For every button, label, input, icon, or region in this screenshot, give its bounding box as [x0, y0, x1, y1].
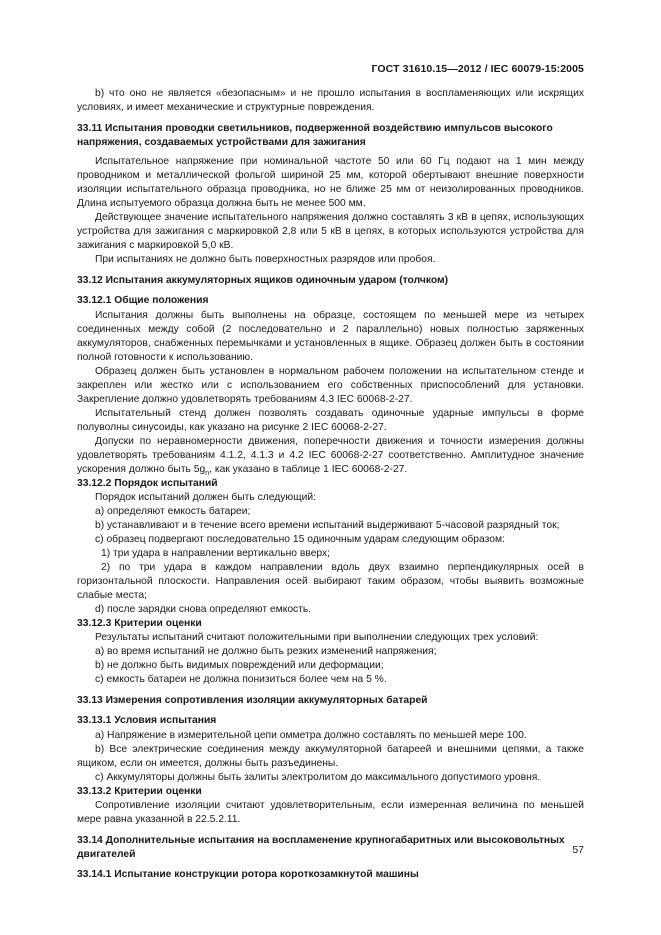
paragraph: Порядок испытаний должен быть следующий:: [95, 492, 316, 503]
paragraph: 2) по три удара в каждом направлении вдоль двух взаимно перпендикулярных осей в горизонтальной плоскости. Направления осей выбирают таким образом, чтобы выявить возможные слабые места;: [77, 562, 584, 601]
list-item: c) образец подвергают последовательно 15 одиночным ударам следующим образом:: [95, 534, 505, 545]
list-item: c) Аккумуляторы должны быть залиты электролитом до максимального допустимого уровня.: [95, 772, 541, 783]
paragraph: Испытательное напряжение при номинальной частоте 50 или 60 Гц подают на 1 мин между проводником и металлической фольгой шириной 25 мм, которой обертывают внешние поверхности изоляции испытательного образца проводника, но не ближе 25 мм от неизолированных проводников. Длина испытуемого образца должна быть не менее 500 мм.: [77, 156, 584, 209]
sub-list-item: 1) три удара в направлении вертикально вверх;: [101, 548, 331, 559]
paragraph: Сопротивление изоляции считают удовлетворительным, если измеренная величина по меньшей мере равна указанной в 22.5.2.11.: [77, 800, 584, 825]
document-header: ГОСТ 31610.15—2012 / IEC 60079-15:2005: [371, 63, 584, 75]
paragraph: [77, 435, 584, 477]
subsection-heading: 33.12.3 Критерии оценки: [77, 618, 202, 629]
subsection-heading: 33.13.1 Условия испытания: [77, 715, 217, 726]
subsection-heading: 33.12.1 Общие положения: [77, 295, 209, 306]
subscript: n: [205, 470, 210, 478]
section-heading: 33.11 Испытания проводки светильников, подверженной воздействию импульсов высокого напряжения, создаваемых устройствами для зажигания: [77, 123, 553, 148]
list-item: b) устанавливают и в течение всего времени испытаний выдерживают 5-часовой разрядный ток;: [95, 520, 560, 531]
list-item: b) не должно быть видимых повреждений или деформации;: [95, 660, 384, 671]
paragraph: Результаты испытаний считают положительными при выполнении следующих трех условий:: [95, 632, 539, 643]
paragraph: Действующее значение испытательного напряжения должно составлять 3 кВ в цепях, использующих устройства для зажигания с маркировкой 2,8 или 5 кВ в цепях, в которых используются устройства для зажигания с маркировкой 5,0 кВ.: [77, 212, 584, 251]
paragraph-tail: , как указано в таблице 1 IEC 60068-2-27.: [209, 464, 408, 475]
list-item: c) емкость батареи не должна понизиться более чем на 5 %.: [95, 674, 387, 685]
page-number: 57: [572, 844, 584, 856]
paragraph-lead: Допуски по неравномерности движения, поперечности движения и точности измерения должны удовлетворять требованиям 4.1.2, 4.1.3 и 4.2 IEC 60068-2-27 соответственно. Амплитудное значение ускорения должно быть 5g: [77, 436, 584, 475]
paragraph: b) Все электрические соединения между аккумуляторной батареей и внешними цепями, а также ящиком, если он имеется, должны быть разъединены.: [77, 744, 584, 769]
list-item: a) во время испытаний не должно быть резких изменений напряжения;: [95, 646, 437, 657]
list-item: a) определяют емкость батареи;: [95, 506, 251, 517]
list-item: d) после зарядки снова определяют емкость.: [95, 604, 312, 615]
paragraph: b) что оно не является «безопасным» и не прошло испытания в воспламеняющих или искрящих условиях, и имеет механические и структурные повреждения.: [77, 88, 584, 113]
paragraph: При испытаниях не должно быть поверхностных разрядов или пробоя.: [95, 254, 436, 265]
list-item: a) Напряжение в измерительной цепи омметра должно составлять по меньшей мере 100.: [95, 730, 527, 741]
paragraph: Образец должен быть установлен в нормальном рабочем положении на испытательном стенде и закреплен или жестко или с использованием его собственных приспособлений для установки. Закрепление должно удовлетворять требованиям 4.3 IEC 60068-2-27.: [77, 366, 584, 405]
document-body: [77, 87, 584, 883]
paragraph: Испытательный стенд должен позволять создавать одиночные ударные импульсы в форме полуволны синусоиды, как указано на рисунке 2 IEC 60068-2-27.: [77, 408, 584, 433]
subsection-heading: 33.14.1 Испытание конструкции ротора короткозамкнутой машины: [77, 869, 419, 880]
subsection-heading: 33.12.2 Порядок испытаний: [77, 478, 218, 489]
paragraph: Испытания должны быть выполнены на образце, состоящем по меньшей мере из четырех соединенных между собой (2 последовательно и 2 параллельно) новых полностью заряженных аккумуляторов, снабженных перемычками и установленных в ящике. Образец должен быть в состоянии полной готовности к использованию.: [77, 310, 584, 363]
section-heading: 33.12 Испытания аккумуляторных ящиков одиночным ударом (толчком): [77, 275, 449, 286]
section-heading: 33.14 Дополнительные испытания на воспламенение крупногабаритных или высоковольтных двигателей: [77, 835, 565, 860]
subsection-heading: 33.13.2 Критерии оценки: [77, 786, 202, 797]
section-heading: 33.13 Измерения сопротивления изоляции аккумуляторных батарей: [77, 695, 428, 706]
